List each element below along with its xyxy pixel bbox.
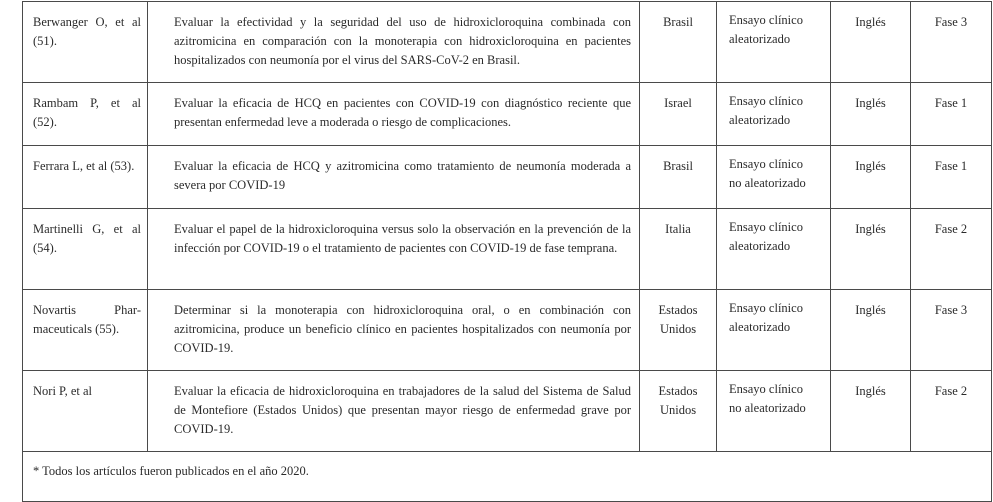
design-cell <box>717 371 831 452</box>
language-cell: Inglés <box>831 290 911 371</box>
country-line: Estados <box>658 303 698 317</box>
design-line: Ensayo clínico <box>729 301 803 315</box>
author-cell: Ferrara L, et al (53). <box>23 146 148 209</box>
country-cell: Israel <box>640 83 717 146</box>
country-cell: Brasil <box>640 146 717 209</box>
author-cell: Martinelli G, et al (54). <box>23 209 148 290</box>
phase-cell: Fase 2 <box>911 209 992 290</box>
country-cell <box>640 290 717 371</box>
design-line: Ensayo clínico <box>729 94 803 108</box>
phase-cell: Fase 1 <box>911 146 992 209</box>
language-cell: Inglés <box>831 83 911 146</box>
design-cell <box>717 290 831 371</box>
design-line: Ensayo clínico <box>729 382 803 396</box>
footnote-row <box>23 452 992 502</box>
author-cell: Rambam P, et al (52). <box>23 83 148 146</box>
objective-cell: Evaluar el papel de la hidroxicloroquina versus solo la observación en la prevención de la infección por COVID-19 o el tratamiento de pacientes con COVID-19 de fase temprana. <box>148 209 640 290</box>
author-cell: Novartis Phar-maceuticals (55). <box>23 290 148 371</box>
design-cell <box>717 209 831 290</box>
phase-cell: Fase 3 <box>911 2 992 83</box>
design-cell <box>717 83 831 146</box>
design-cell <box>717 2 831 83</box>
design-line: no aleatorizado <box>729 176 806 190</box>
design-line: no aleatorizado <box>729 401 806 415</box>
studies-table <box>22 1 992 502</box>
phase-cell: Fase 3 <box>911 290 992 371</box>
design-line: aleatorizado <box>729 239 791 253</box>
language-cell: Inglés <box>831 371 911 452</box>
design-line: Ensayo clínico <box>729 13 803 27</box>
country-cell: Italia <box>640 209 717 290</box>
design-line: aleatorizado <box>729 113 791 127</box>
country-line: Estados <box>658 384 698 398</box>
objective-cell: Determinar si la monoterapia con hidroxicloroquina oral, o en combinación con azitromicina, produce un beneficio clínico en pacientes hospitalizados con neumonía por COVID-19. <box>148 290 640 371</box>
table-row <box>23 146 992 209</box>
country-line: Unidos <box>659 322 697 336</box>
country-cell <box>640 371 717 452</box>
footnote: * Todos los artículos fueron publicados en el año 2020. <box>23 452 992 502</box>
design-line: Ensayo clínico <box>729 157 803 171</box>
table-row <box>23 83 992 146</box>
design-line: Ensayo clínico <box>729 220 803 234</box>
author-cell: Nori P, et al <box>23 371 148 452</box>
country-cell: Brasil <box>640 2 717 83</box>
objective-cell: Evaluar la eficacia de hidroxicloroquina en trabajadores de la salud del Sistema de Salud de Montefiore (Estados Unidos) que presentan mayor riesgo de enfermedad grave por COVID-19. <box>148 371 640 452</box>
design-cell <box>717 146 831 209</box>
language-cell: Inglés <box>831 146 911 209</box>
objective-cell: Evaluar la efectividad y la seguridad del uso de hidroxicloroquina combinada con azitromicina en comparación con la monoterapia con hidroxicloroquina en pacientes hospitalizados con neumonía por el virus del SARS-CoV-2 en Brasil. <box>148 2 640 83</box>
design-line: aleatorizado <box>729 32 791 46</box>
language-cell: Inglés <box>831 209 911 290</box>
design-line: aleatorizado <box>729 320 791 334</box>
phase-cell: Fase 2 <box>911 371 992 452</box>
table-row <box>23 290 992 371</box>
author-cell: Berwanger O, et al (51). <box>23 2 148 83</box>
table-row <box>23 209 992 290</box>
table-row <box>23 371 992 452</box>
objective-cell: Evaluar la eficacia de HCQ y azitromicina como tratamiento de neumonía moderada a severa por COVID-19 <box>148 146 640 209</box>
objective-cell: Evaluar la eficacia de HCQ en pacientes con COVID-19 con diagnóstico reciente que presentan enfermedad leve a moderada o riesgo de complicaciones. <box>148 83 640 146</box>
phase-cell: Fase 1 <box>911 83 992 146</box>
table-row <box>23 2 992 83</box>
country-line: Unidos <box>659 403 697 417</box>
language-cell: Inglés <box>831 2 911 83</box>
